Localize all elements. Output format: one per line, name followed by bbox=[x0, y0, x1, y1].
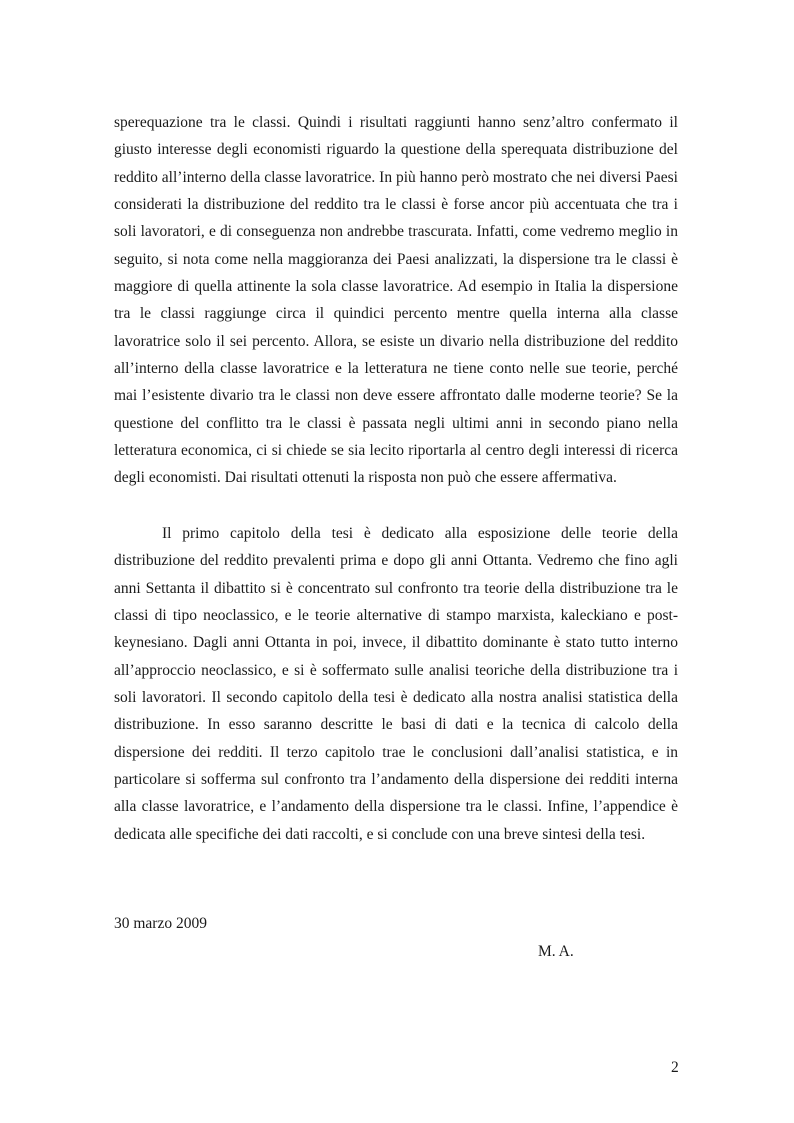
body-paragraph-1: sperequazione tra le classi. Quindi i risultati raggiunti hanno senz’altro confermato il giusto interesse degli economisti riguardo la questione della sperequata distribuzione del reddito all’interno della classe lavoratrice. In più hanno però mostrato che nei diversi Paesi considerati la distribuzione del reddito tra le classi è forse ancor più accentuata che tra i soli lavoratori, e di conseguenza non andrebbe trascurata. Infatti, come vedremo meglio in seguito, si nota come nella maggioranza dei Paesi analizzati, la dispersione tra le classi è maggiore di quella attinente la sola classe lavoratrice. Ad esempio in Italia la dispersione tra le classi raggiunge circa il quindici percento mentre quella interna alla classe lavoratrice solo il sei percento. Allora, se esiste un divario nella distribuzione del reddito all’interno della classe lavoratrice e la letteratura ne tiene conto nelle sue teorie, perché mai l’esistente divario tra le classi non deve essere affrontato dalle moderne teorie? Se la questione del conflitto tra le classi è passata negli ultimi anni in secondo piano nella letteratura economica, ci si chiede se sia lecito riportarla al centro degli interessi di ricerca degli economisti. Dai risultati ottenuti la risposta non può che essere affermativa. bbox=[114, 114, 678, 487]
body-paragraph-2: Il primo capitolo della tesi è dedicato alla esposizione delle teorie della distribuzione del reddito prevalenti prima e dopo gli anni Ottanta. Vedremo che fino agli anni Settanta il dibattito si è concentrato sul confronto tra teorie della distribuzione tra le classi di tipo neoclassico, e le teorie alternative di stampo marxista, kaleckiano e post-keynesiano. Dagli anni Ottanta in poi, invece, il dibattito dominante è stato tutto interno all’approccio neoclassico, e si è soffermato sulle analisi teoriche della distribuzione tra i soli lavoratori. Il secondo capitolo della tesi è dedicato alla nostra analisi statistica della distribuzione. In esso saranno descritte le basi di dati e la tecnica di calcolo della dispersione dei redditi. Il terzo capitolo trae le conclusioni dall’analisi statistica, e in particolare si sofferma sul confronto tra l’andamento della dispersione dei redditi interna alla classe lavoratrice, e l’andamento della dispersione tra le classi. Infine, l’appendice è dedicata alle specifiche dei dati raccolti, e si conclude con una breve sintesi della tesi. bbox=[114, 525, 678, 843]
date-line: 30 marzo 2009 bbox=[114, 915, 207, 932]
signature-initials: M. A. bbox=[538, 943, 574, 960]
page-number: 2 bbox=[671, 1059, 679, 1076]
